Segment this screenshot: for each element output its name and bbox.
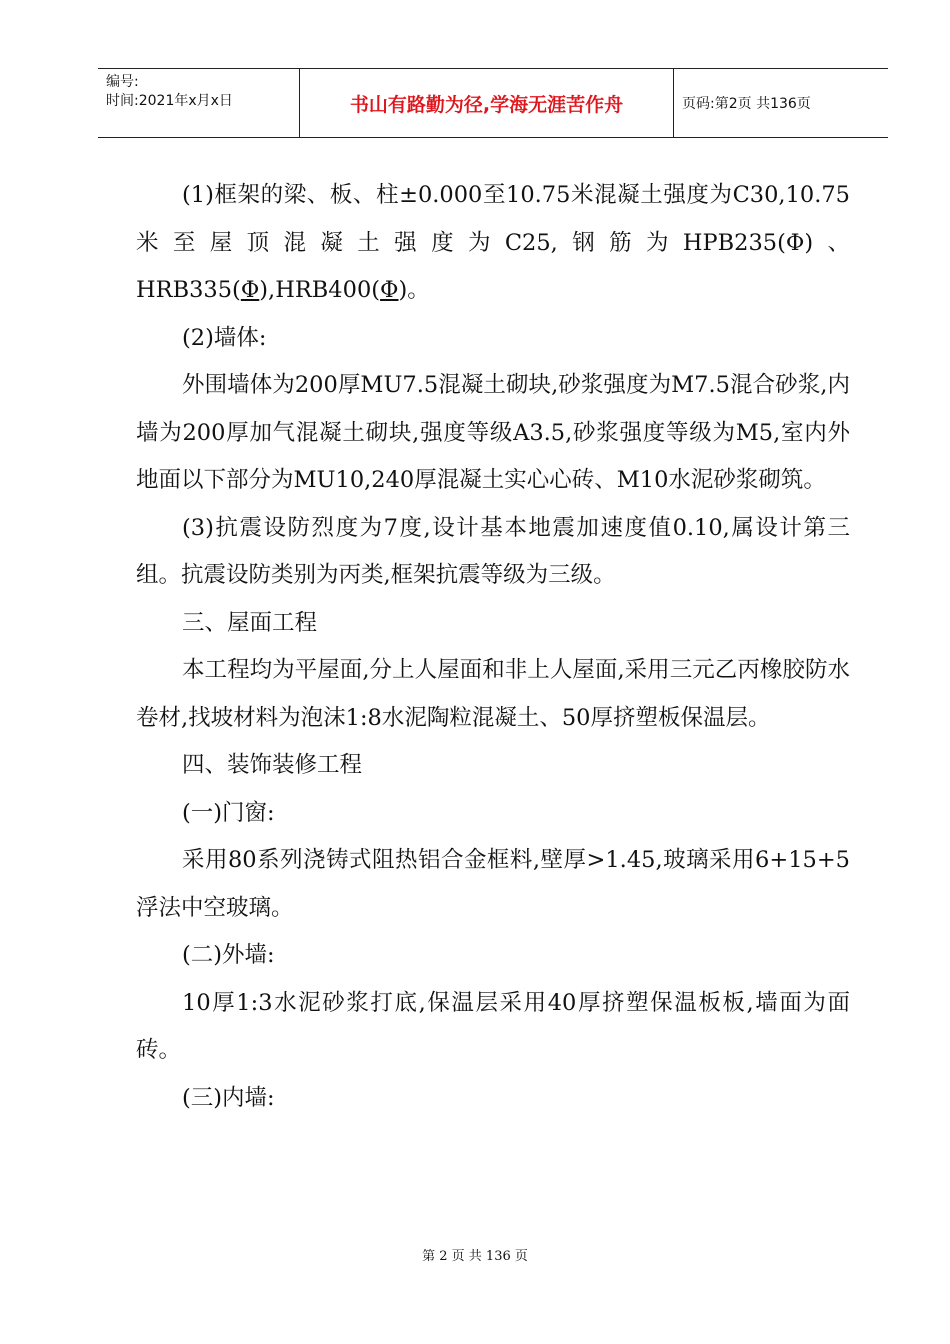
paragraph-seismic: (3)抗震设防烈度为7度,设计基本地震加速度值0.10,属设计第三组。抗震设防类别为丙类,框架抗震等级为三级。 <box>136 514 850 588</box>
paragraph-text: (1)框架的梁、板、柱±0.000至10.75米混凝土强度为C30,10.75米至屋顶混凝土强度为C25,钢筋为HPB235(Φ)、HRB335( <box>136 182 850 303</box>
header-motto: 书山有路勤为径,学海无涯苦作舟 <box>300 69 674 137</box>
paragraph-text: )。 <box>398 277 430 303</box>
header-meta <box>98 69 300 137</box>
paragraph-wall-details: 外围墙体为200厚MU7.5混凝土砌块,砂浆强度为M7.5混合砂浆,内墙为200厚加气混凝土砌块,强度等级A3.5,砂浆强度等级为M5,室内外地面以下部分为MU10,240厚混凝土实心心砖、M10水泥砂浆砌筑。 <box>136 372 850 493</box>
paragraph-exterior-wall: 10厚1:3水泥砂浆打底,保温层采用40厚挤塑保温板板,墙面为面砖。 <box>136 989 850 1063</box>
document-date: 时间:2021年x月x日 <box>106 93 233 109</box>
document-body <box>136 172 850 1122</box>
section-heading-decoration: 四、装饰装修工程 <box>182 752 363 778</box>
header-page-info: 页码:第2页 共136页 <box>682 96 811 112</box>
rebar-symbol: Φ <box>380 277 399 303</box>
paragraph-concrete-strength <box>136 172 850 315</box>
subheading-interior-wall: (三)内墙: <box>182 1084 275 1111</box>
subheading-exterior-wall: (二)外墙: <box>182 942 275 968</box>
page-footer: 第 2 页 共 136 页 <box>422 1249 528 1264</box>
subheading-doors-windows: (一)门窗: <box>182 799 275 826</box>
rebar-symbol: Φ <box>240 277 260 303</box>
document-number-label: 编号: <box>106 74 139 90</box>
page-header <box>98 68 888 138</box>
paragraph-doors-windows: 采用80系列浇铸式阻热铝合金框料,壁厚>1.45,玻璃采用6+15+5浮法中空玻璃。 <box>136 847 850 921</box>
paragraph-wall-heading: (2)墙体: <box>182 324 267 351</box>
paragraph-text: ),HRB400( <box>259 277 381 303</box>
paragraph-roof-details: 本工程均为平屋面,分上人屋面和非上人屋面,采用三元乙丙橡胶防水卷材,找坡材料为泡沫1:8水泥陶粒混凝土、50厚挤塑板保温层。 <box>136 657 850 731</box>
section-heading-roof: 三、屋面工程 <box>182 609 318 636</box>
